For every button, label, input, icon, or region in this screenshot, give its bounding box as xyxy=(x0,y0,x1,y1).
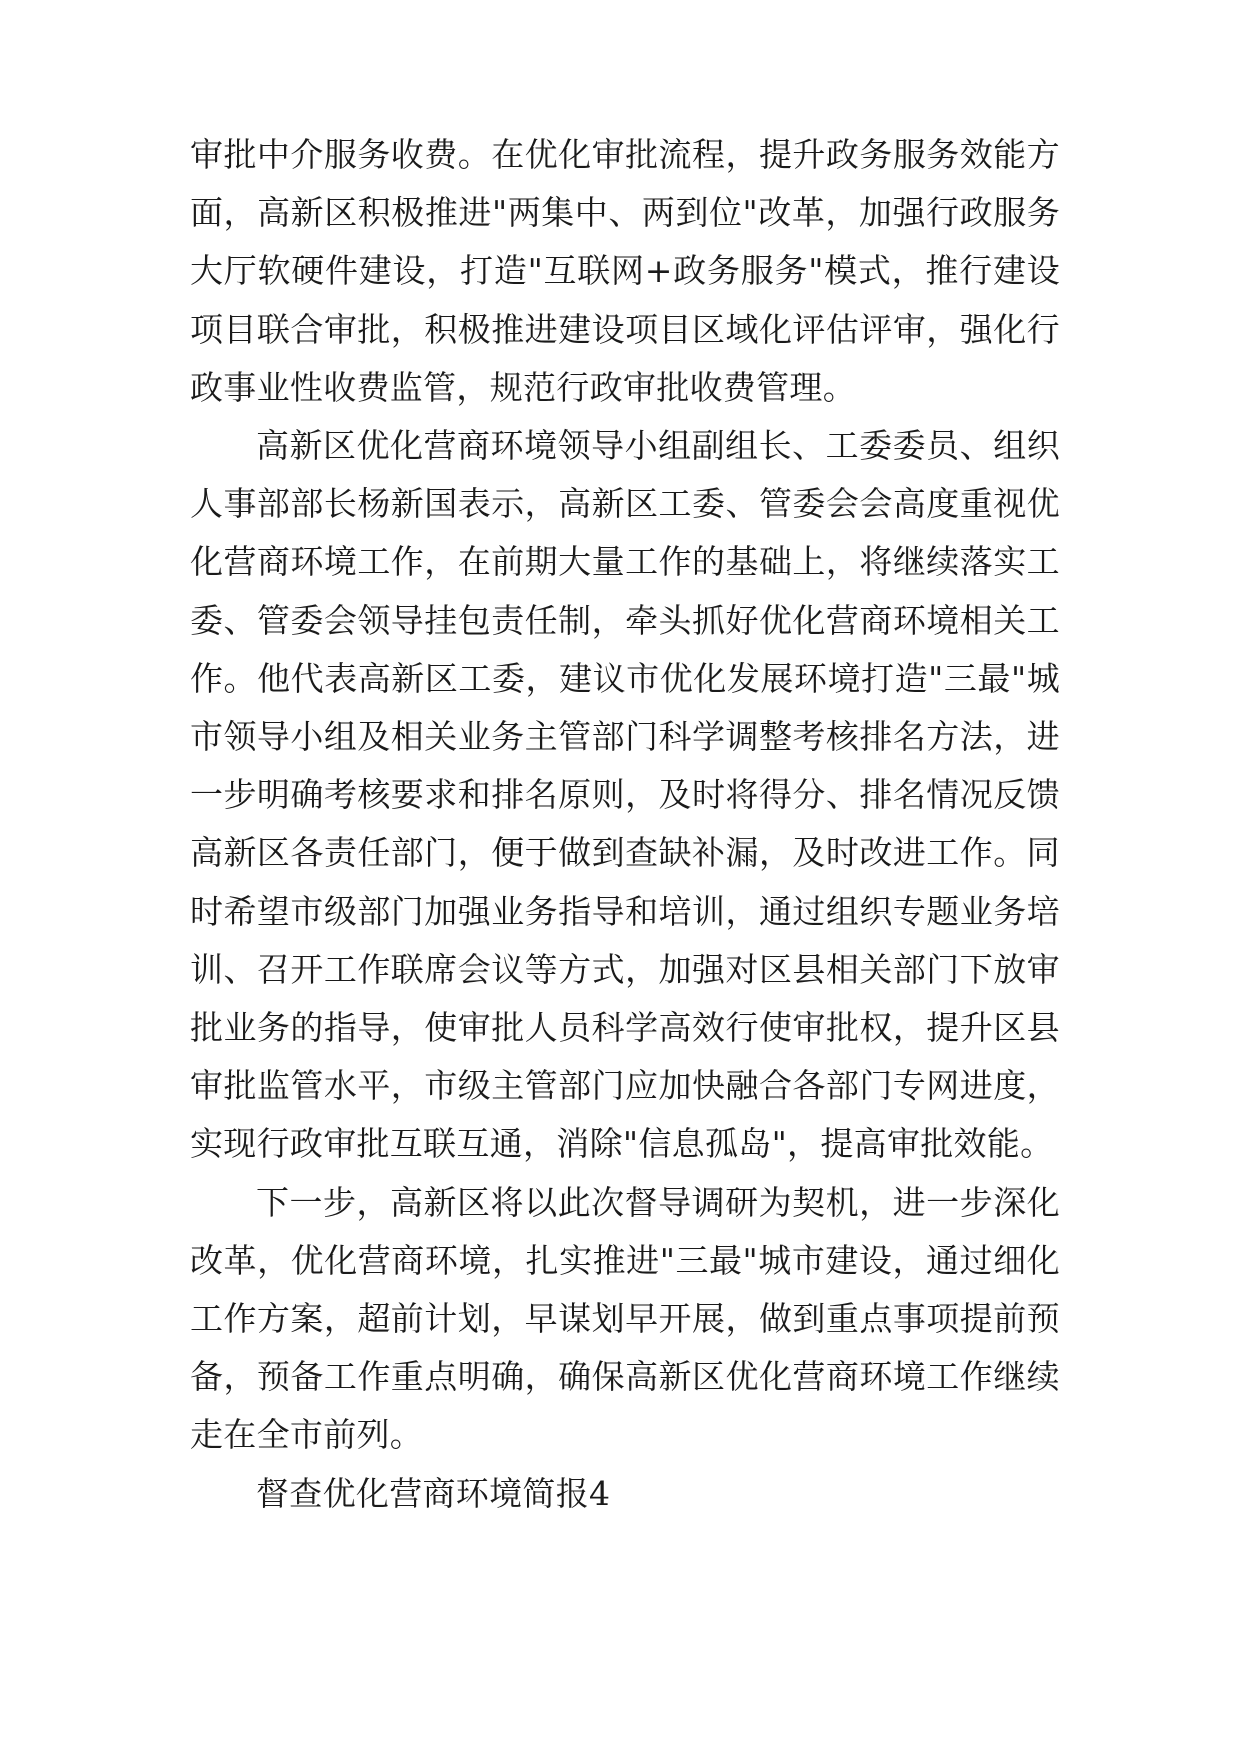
paragraph-continuation: 审批中介服务收费。在优化审批流程，提升政务服务效能方面，高新区积极推进"两集中、两到位"改革，加强行政服务大厅软硬件建设，打造"互联网+政务服务"模式，推行建设项目联合审批，积极推进建设项目区域化评估评审，强化行政事业性收费监管，规范行政审批收费管理。 xyxy=(190,135,1060,407)
section-heading: 督查优化营商环境简报4 xyxy=(256,1473,611,1513)
paragraph-next-steps: 下一步，高新区将以此次督导调研为契机，进一步深化改革，优化营商环境，扎实推进"三最"城市建设，通过细化工作方案，超前计划，早谋划早开展，做到重点事项提前预备，预备工作重点明确，确保高新区优化营商环境工作继续走在全市前列。 xyxy=(190,1182,1060,1455)
paragraph-statement: 高新区优化营商环境领导小组副组长、工委委员、组织人事部部长杨新国表示，高新区工委、管委会会高度重视优化营商环境工作，在前期大量工作的基础上，将继续落实工委、管委会领导挂包责任制，牵头抓好优化营商环境相关工作。他代表高新区工委，建议市优化发展环境打造"三最"城市领导小组及相关业务主管部门科学调整考核排名方法，进一步明确考核要求和排名原则，及时将得分、排名情况反馈高新区各责任部门，便于做到查缺补漏，及时改进工作。同时希望市级部门加强业务指导和培训，通过组织专题业务培训、召开工作联席会议等方式，加强对区县相关部门下放审批业务的指导，使审批人员科学高效行使审批权，提升区县审批监管水平，市级主管部门应加快融合各部门专网进度，实现行政审批互联互通，消除"信息孤岛"，提高审批效能。 xyxy=(190,426,1060,1164)
document-body xyxy=(190,126,1060,1523)
